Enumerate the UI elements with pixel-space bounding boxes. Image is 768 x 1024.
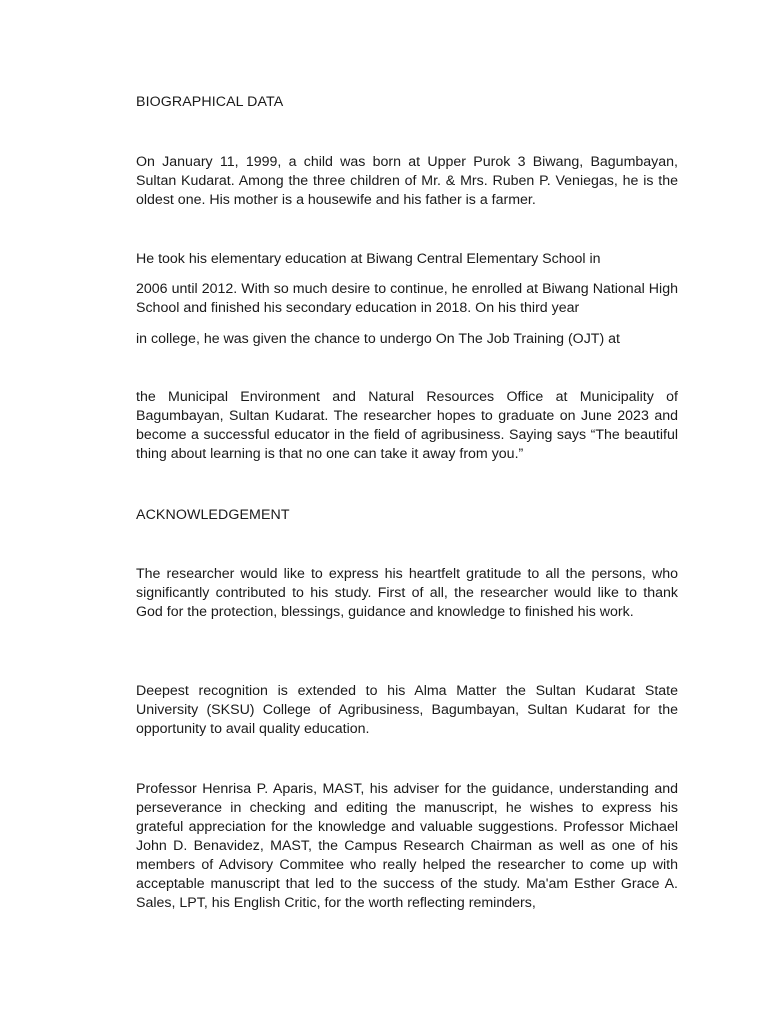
acknowledgement-heading: ACKNOWLEDGEMENT: [136, 507, 290, 523]
acknowledgement-paragraph-university: Deepest recognition is extended to his Alma Matter the Sultan Kudarat State University (SKSU) College of Agribusiness, Bagumbayan, Sultan Kudarat for the opportunity to avail quality education.: [136, 683, 678, 737]
biography-line-college: in college, he was given the chance to undergo On The Job Training (OJT) at: [136, 331, 620, 347]
biography-paragraph-secondary: 2006 until 2012. With so much desire to continue, he enrolled at Biwang National High School and finished his secondary education in 2018. On his third year: [136, 281, 678, 316]
acknowledgement-paragraph-advisers: Professor Henrisa P. Aparis, MAST, his adviser for the guidance, understanding and perseverance in checking and editing the manuscript, he wishes to express his grateful appreciation for the knowledge and valuable suggestions. Professor Michael John D. Benavidez, MAST, the Campus Research Chairman as well as one of his members of Advisory Commitee who really helped the researcher to come up with acceptable manuscript that led to the success of the study. Ma'am Esther Grace A. Sales, LPT, his English Critic, for the worth reflecting reminders,: [136, 781, 678, 911]
biography-line-elementary: He took his elementary education at Biwang Central Elementary School in: [136, 251, 601, 267]
biography-paragraph-birth: On January 11, 1999, a child was born at Upper Purok 3 Biwang, Bagumbayan, Sultan Kudarat. Among the three children of Mr. & Mrs. Ruben P. Veniegas, he is the oldest one. His mother is a housewife and his father is a farmer.: [136, 154, 678, 208]
biography-paragraph-ojt: the Municipal Environment and Natural Resources Office at Municipality of Bagumbayan, Sultan Kudarat. The researcher hopes to graduate on June 2023 and become a successful educator in the field of agribusiness. Saying says “The beautiful thing about learning is that no one can take it away from you.”: [136, 389, 678, 462]
biographical-data-heading: BIOGRAPHICAL DATA: [136, 94, 284, 110]
acknowledgement-paragraph-gratitude: The researcher would like to express his heartfelt gratitude to all the persons, who significantly contributed to his study. First of all, the researcher would like to thank God for the protection, blessings, guidance and knowledge to finished his work.: [136, 566, 678, 620]
